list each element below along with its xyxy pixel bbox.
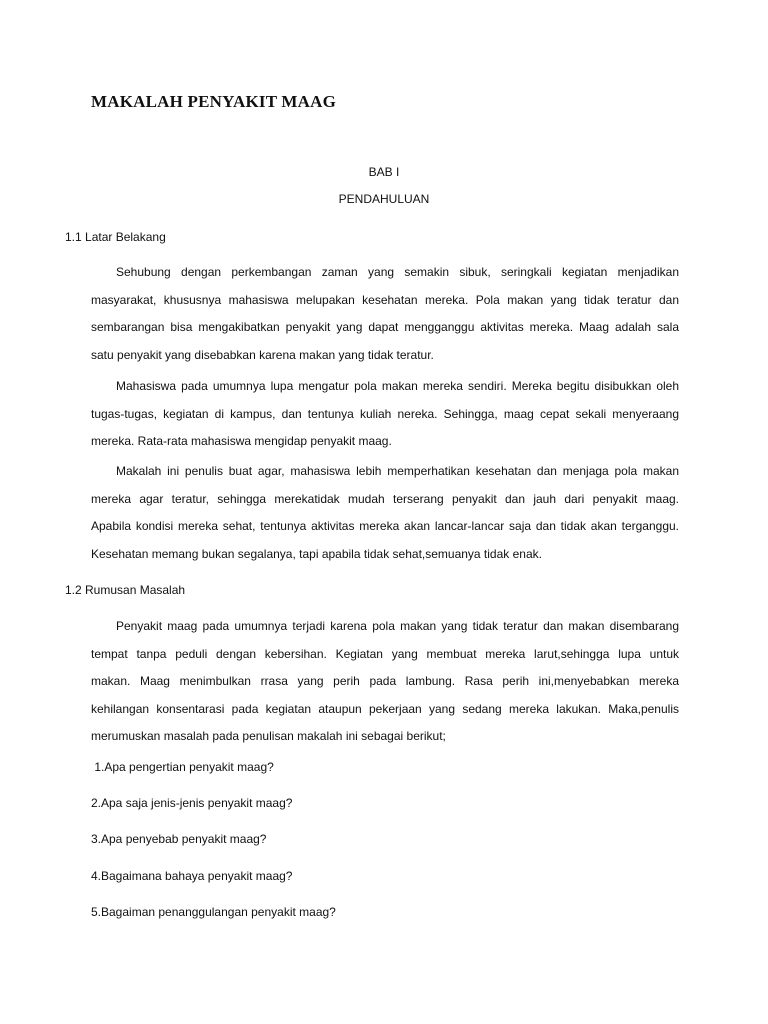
paragraph-line: Kesehatan memang bukan segalanya, tapi apabila tidak sehat,semuanya tidak enak. (91, 546, 542, 561)
section-heading-rumusan-masalah: 1.2 Rumusan Masalah (65, 583, 186, 597)
section-heading-latar-belakang: 1.1 Latar Belakang (65, 230, 166, 244)
paragraph-line: merumuskan masalah pada penulisan makalah ini sebagai berikut; (91, 729, 446, 743)
paragraph-line: tempat tanpa peduli dengan kebersihan. Kegiatan yang membuat mereka larut,sehingga lupa untuk (91, 646, 679, 661)
chapter-number: BAB I (368, 165, 400, 179)
paragraph-line: mereka agar teratur, sehingga merekatidak mudah terserang penyakit dan jauh dari penyakit maag. (91, 491, 679, 506)
paragraph-line: makan. Maag menimbulkan rrasa yang perih pada lambung. Rasa perih ini,menyebabkan mereka (91, 674, 679, 688)
paragraph-latar-belakang-1 (91, 259, 679, 369)
paragraph-line: satu penyakit yang disebabkan karena makan yang tidak teratur. (91, 347, 434, 362)
question-item-2: 2.Apa saja jenis-jenis penyakit maag? (91, 796, 293, 810)
question-item-3: 3.Apa penyebab penyakit maag? (91, 832, 267, 846)
question-item-4: 4.Bagaimana bahaya penyakit maag? (91, 869, 293, 883)
paragraph-line: Makalah ini penulis buat agar, mahasiswa lebih memperhatikan kesehatan dan menjaga pola makan (116, 464, 679, 478)
paragraph-line: masyarakat, khususnya mahasiswa melupakan kesehatan mereka. Pola makan yang tidak teratur dan (91, 292, 679, 307)
paragraph-line: Sehubung dengan perkembangan zaman yang semakin sibuk, seringkali kegiatan menjadikan (116, 265, 679, 279)
chapter-title: PENDAHULUAN (338, 192, 430, 206)
paragraph-line: tugas-tugas, kegiatan di kampus, dan tentunya kuliah nereka. Sehingga, maag cepat sekali menyeraang (91, 406, 679, 421)
paragraph-line: Penyakit maag pada umumnya terjadi karena pola makan yang tidak teratur dan makan disembarang (116, 619, 679, 633)
paragraph-rumusan-masalah (91, 613, 679, 751)
paragraph-line: kehilangan konsentarasi pada kegiatan ataupun pekerjaan yang sedang mereka lakukan. Maka,penulis (91, 701, 679, 716)
document-title: MAKALAH PENYAKIT MAAG (91, 92, 337, 111)
question-item-5: 5.Bagaiman penanggulangan penyakit maag? (91, 905, 336, 919)
paragraph-line: sembarangan bisa mengakibatkan penyakit yang dapat mengganggu aktivitas mereka. Maag adalah sala (91, 320, 679, 334)
paragraph-line: Mahasiswa pada umumnya lupa mengatur pola makan mereka sendiri. Mereka begitu disibukkan oleh (116, 379, 679, 393)
paragraph-line: mereka. Rata-rata mahasiswa mengidap penyakit maag. (91, 434, 392, 448)
paragraph-line: Apabila kondisi mereka sehat, tentunya aktivitas mereka akan lancar-lancar saja dan tidak akan terganggu. (91, 519, 679, 533)
paragraph-latar-belakang-3 (91, 458, 679, 568)
question-item-1: 1.Apa pengertian penyakit maag? (91, 760, 274, 774)
paragraph-latar-belakang-2 (91, 373, 679, 456)
